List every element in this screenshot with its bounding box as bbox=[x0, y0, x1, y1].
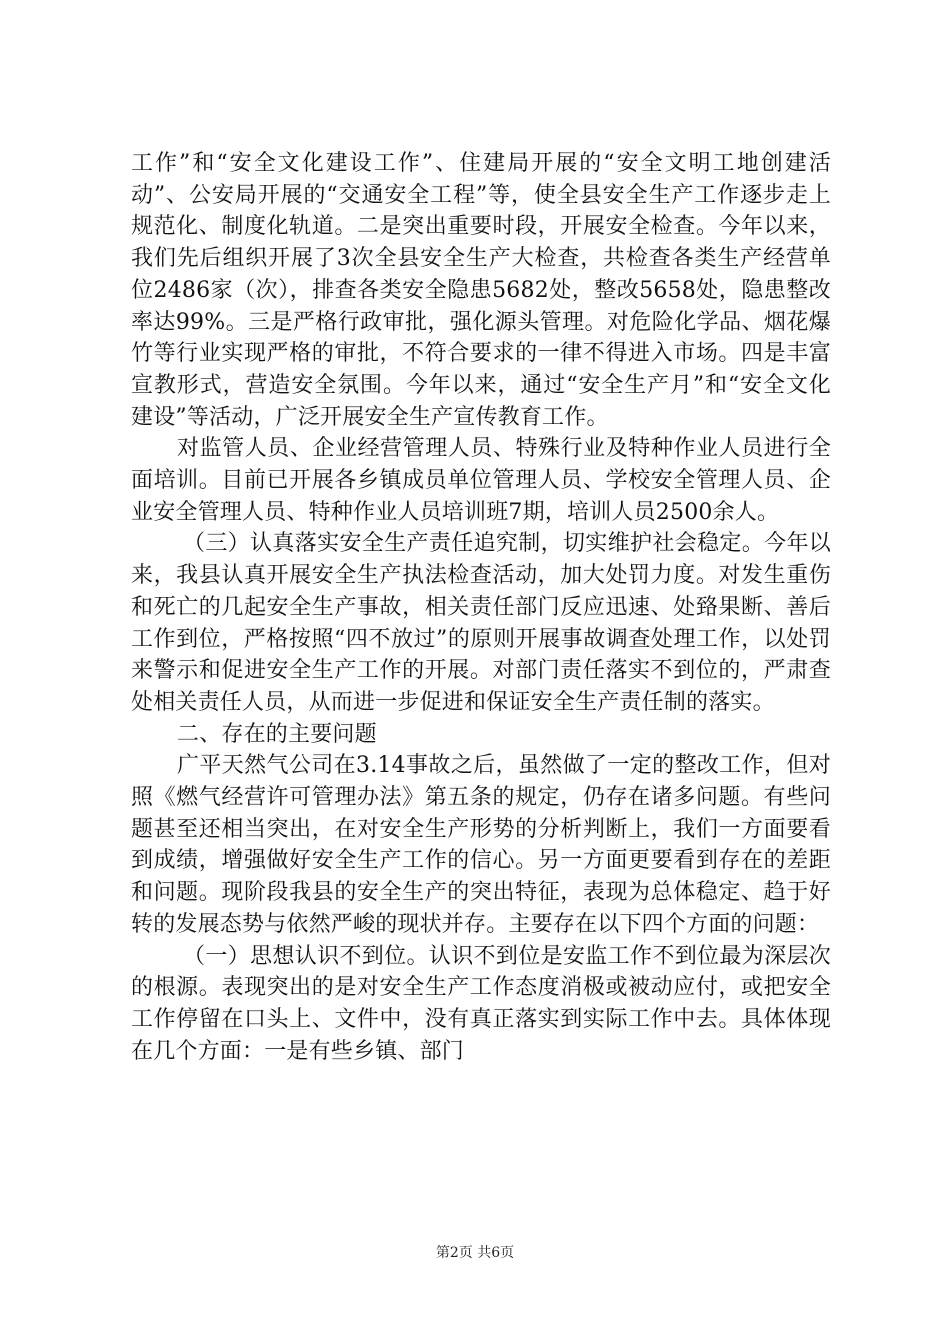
section-heading-main-problems: 二、存在的主要问题 bbox=[177, 721, 377, 747]
paragraph-safety-work-continued: 工作”和“安全文化建设工作”、住建局开展的“安全文明工地创建活动”、公安局开展的“交通安全工程”等，使全县安全生产工作逐步走上规范化、制度化轨道。二是突出重要时段，开展安全检查。今年以来，我们先后组织开展了3次全县安全生产大检查，共检查各类生产经营单位2486家（次），排查各类安全隐患5682处，整改5658处，隐患整改率达99%。三是严格行政审批，强化源头管理。对危险化学品、烟花爆竹等行业实现严格的审批，不符合要求的一律不得进入市场。四是丰富宣教形式，营造安全氛围。今年以来，通过“安全生产月”和“安全文化建设”等活动，广泛开展安全生产宣传教育工作。 bbox=[131, 151, 831, 430]
paragraph-accountability: （三）认真落实安全生产责任追究制，切实维护社会稳定。今年以来，我县认真开展安全生产执法检查活动，加大处罚力度。对发生重伤和死亡的几起安全生产事故，相关责任部门反应迅速、处臵果断、善后工作到位，严格按照“四不放过”的原则开展事故调查处理工作，以处罚来警示和促进安全生产工作的开展。对部门责任落实不到位的，严肃查处相关责任人员，从而进一步促进和保证安全生产责任制的落实。 bbox=[131, 531, 831, 715]
paragraph-awareness-problem: （一）思想认识不到位。认识不到位是安监工作不到位最为深层次的根源。表现突出的是对安全生产工作态度消极或被动应付，或把安全工作停留在口头上、文件中，没有真正落实到实际工作中去。具体体现在几个方面：一是有些乡镇、部门 bbox=[131, 943, 831, 1064]
page-number-footer: 第2页 共6页 bbox=[435, 1245, 515, 1261]
paragraph-training: 对监管人员、企业经营管理人员、特殊行业及特种作业人员进行全面培训。目前已开展各乡镇成员单位管理人员、学校安全管理人员、企业安全管理人员、特种作业人员培训班7期，培训人员2500余人。 bbox=[131, 436, 831, 525]
document-body bbox=[131, 148, 831, 1067]
paragraph-gas-company-issues: 广平天然气公司在3.14事故之后，虽然做了一定的整改工作，但对照《燃气经营许可管理办法》第五条的规定，仍存在诸多问题。有些问题甚至还相当突出，在对安全生产形势的分析判断上，我们一方面要看到成绩，增强做好安全生产工作的信心。另一方面更要看到存在的差距和问题。现阶段我县的安全生产的突出特征，表现为总体稳定、趋于好转的发展态势与依然严峻的现状并存。主要存在以下四个方面的问题： bbox=[131, 753, 831, 937]
